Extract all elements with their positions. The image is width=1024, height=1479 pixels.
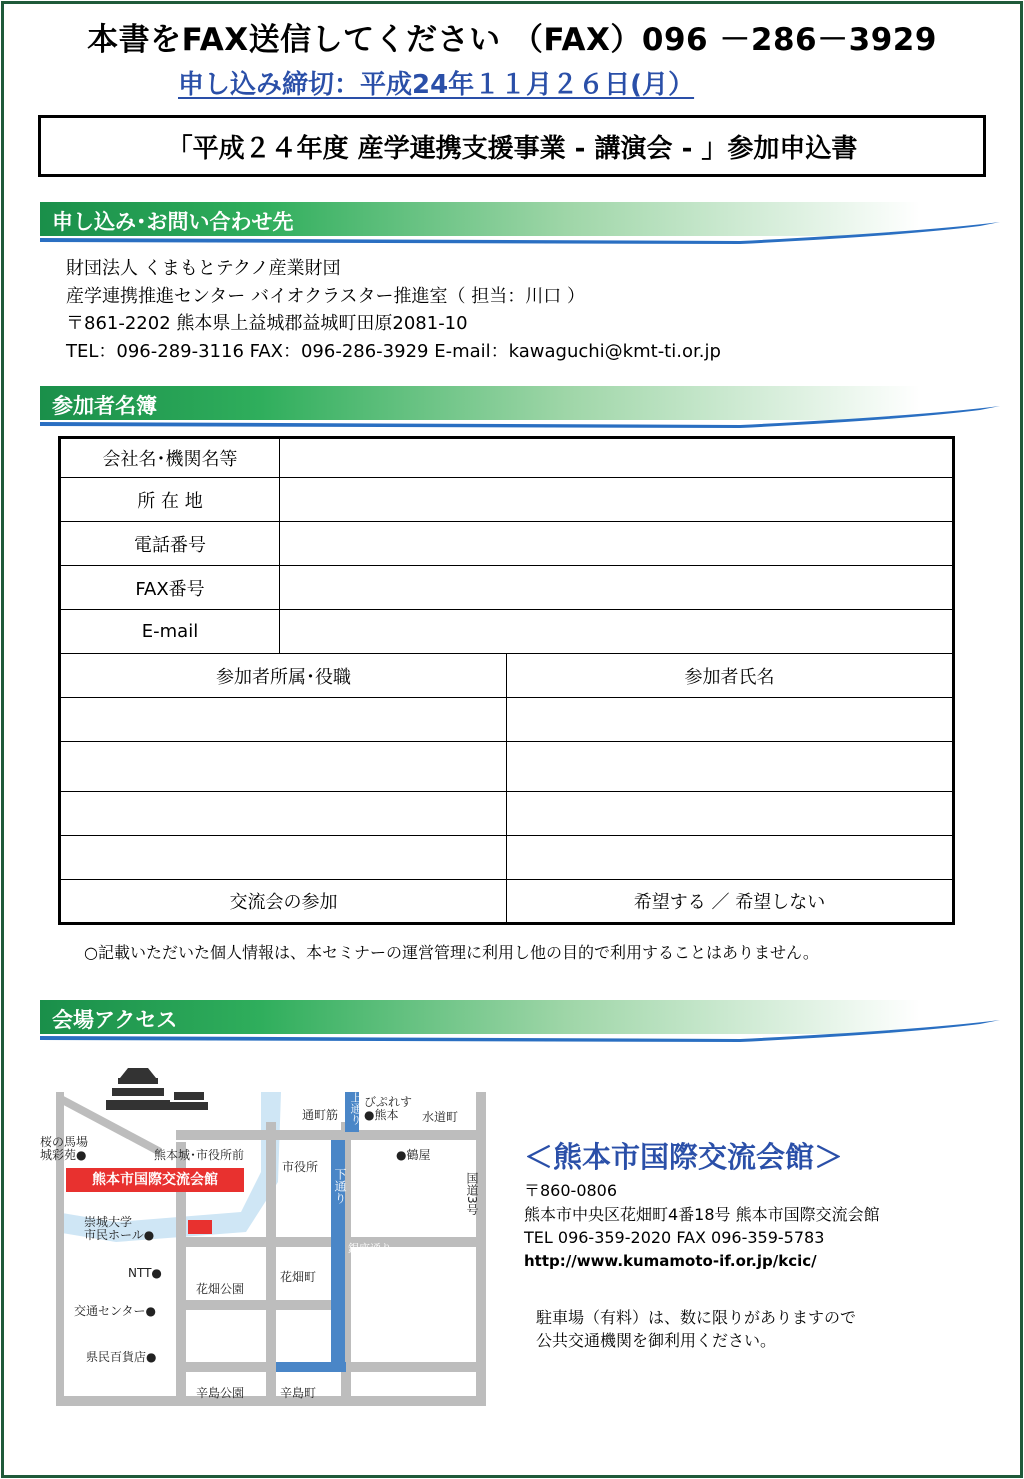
map-label-shoei: 崇城大学 市民ホール● (84, 1215, 155, 1242)
venue-tel-fax: TEL 096-359-2020 FAX 096-359-5783 (524, 1228, 825, 1247)
input-company[interactable] (280, 438, 954, 478)
header-affiliation: 参加者所属･役職 (60, 654, 507, 698)
section-title-participants: 参加者名簿 (52, 394, 157, 418)
header-name: 参加者氏名 (507, 654, 954, 698)
section-header-access (40, 1000, 1000, 1042)
contact-org: 財団法人 くまもとテクノ産業財団 (66, 258, 341, 279)
map-label-route3: 国道3号 (465, 1172, 479, 1216)
section-title-contact: 申し込み･お問い合わせ先 (52, 210, 294, 234)
map-label-castle-stop: 熊本城･市役所前 (154, 1148, 245, 1162)
section-swoosh (40, 1000, 1000, 1042)
label-fax: FAX番号 (60, 566, 280, 610)
input-name-1[interactable] (507, 698, 954, 742)
contact-address: 〒861-2202 熊本県上益城郡益城町田原2081-10 (66, 313, 468, 334)
venue-postal: 〒860-0806 (524, 1181, 618, 1200)
parking-line-2: 公共交通機関を御利用ください。 (536, 1331, 777, 1350)
castle-icon (106, 1068, 208, 1110)
input-affiliation-4[interactable] (60, 836, 507, 880)
input-affiliation-3[interactable] (60, 792, 507, 836)
map-label-karashimacho: 辛島町 (280, 1386, 317, 1400)
contact-dept: 産学連携推進センター バイオクラスター推進室（ 担当：川口 ） (66, 285, 586, 307)
label-phone: 電話番号 (60, 522, 280, 566)
input-affiliation-2[interactable] (60, 742, 507, 792)
map-label-kenmin: 県民百貨店● (86, 1350, 157, 1364)
map-label-hiburesu: びぷれす ●熊本 (364, 1095, 413, 1122)
input-email[interactable] (280, 610, 954, 654)
map-label-karashima-park: 辛島公園 (196, 1386, 245, 1400)
input-name-2[interactable] (507, 742, 954, 792)
section-header-contact (40, 202, 1000, 244)
map-label-ginza: 銀座通り (348, 1242, 392, 1255)
input-phone[interactable] (280, 522, 954, 566)
map-label-kamitori: 上通り (349, 1092, 362, 1125)
map-venue-label: 熊本市国際交流会館 (66, 1168, 244, 1192)
map-label-tsuricho: 通町筋 (302, 1108, 339, 1122)
label-company: 会社名･機関名等 (60, 438, 280, 478)
form-title (38, 115, 986, 177)
map-label-sakura: 桜の馬場 城彩苑● (40, 1135, 89, 1162)
map-label-hanabata-park: 花畑公園 (196, 1282, 245, 1296)
map-label-hanabatacho: 花畑町 (280, 1270, 317, 1284)
contact-phone-email: TEL：096-289-3116 FAX：096-286-3929 E-mail：kawaguchi@kmt-ti.or.jp (66, 340, 721, 362)
venue-url[interactable]: http://www.kumamoto-if.or.jp/kcic/ (524, 1251, 817, 1270)
venue-info (524, 1135, 880, 1273)
label-exchange: 交流会の参加 (60, 880, 507, 924)
input-name-4[interactable] (507, 836, 954, 880)
map-label-kotsu-center: 交通センター● (74, 1304, 156, 1318)
venue-marker (188, 1220, 212, 1234)
map-label-ntt: NTT● (128, 1266, 162, 1280)
parking-note (536, 1306, 856, 1352)
venue-address: 熊本市中央区花畑町4番18号 熊本市国際交流会館 (524, 1204, 880, 1224)
deadline: 申し込み締切：平成24年１１月２６日(月） (178, 70, 695, 100)
map-label-city-hall: 市役所 (282, 1160, 319, 1174)
registration-form (58, 436, 955, 925)
section-swoosh (40, 386, 1000, 428)
label-email: E-mail (60, 610, 280, 654)
input-fax[interactable] (280, 566, 954, 610)
fax-instruction: 本書をFAX送信してください （FAX）096 －286－3929 (87, 22, 937, 58)
venue-name: ＜熊本市国際交流会館＞ (524, 1140, 844, 1174)
map-label-shimotori: 下通り (333, 1168, 347, 1204)
input-name-3[interactable] (507, 792, 954, 836)
section-header-participants (40, 386, 1000, 428)
map-label-tsuruya: ●鶴屋 (396, 1148, 431, 1162)
label-address: 所 在 地 (60, 478, 280, 522)
map-label-suidocho: 水道町 (422, 1110, 459, 1124)
input-affiliation-1[interactable] (60, 698, 507, 742)
contact-block (66, 255, 721, 365)
form-title-text: 「平成２４年度 産学連携支援事業 - 講演会 - 」参加申込書 (166, 133, 858, 164)
access-map (40, 1062, 492, 1406)
parking-line-1: 駐車場（有料）は、数に限りがありますので (536, 1308, 857, 1327)
section-title-access: 会場アクセス (52, 1008, 178, 1032)
exchange-choice[interactable]: 希望する ／ 希望しない (507, 880, 954, 924)
privacy-note: ○記載いただいた個人情報は、本セミナーの運営管理に利用し他の目的で利用することはありません。 (84, 943, 819, 962)
input-address[interactable] (280, 478, 954, 522)
